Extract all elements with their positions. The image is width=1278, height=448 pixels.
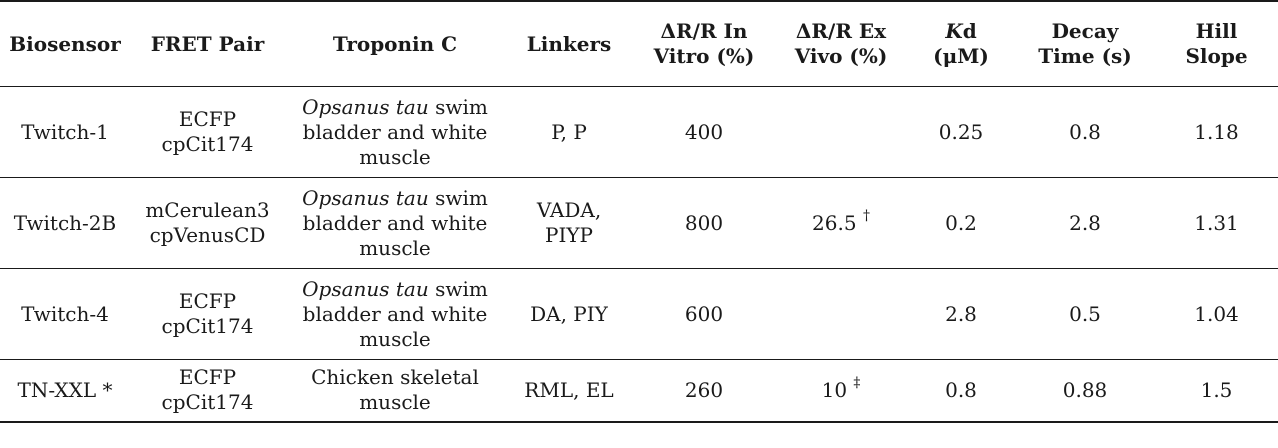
header-fret-pair: FRET Pair (150, 31, 265, 56)
table-row (0, 178, 1278, 269)
cell-linkers: RML, EL (524, 377, 614, 402)
cell-biosensor: Twitch-2B (13, 210, 117, 235)
cell-decay-time: 2.8 (1069, 210, 1101, 235)
cell-troponin-c: Opsanus tau swim bladder and white muscle (302, 185, 488, 260)
cell-fret-pair: ECFP cpCit174 (161, 365, 254, 415)
cell-biosensor: Twitch-1 (21, 119, 109, 144)
cell-dr-ex-vivo: 26.5 † (812, 207, 870, 235)
cell-decay-time: 0.8 (1069, 119, 1101, 144)
cell-dr-ex-vivo (775, 87, 907, 178)
cell-troponin-c: Opsanus tau swim bladder and white muscle (302, 276, 488, 351)
header-dr-in-vitro: ΔR/R In Vitro (%) (653, 19, 755, 68)
header-decay-time: Decay Time (s) (1038, 19, 1132, 68)
cell-hill-slope: 1.5 (1200, 377, 1233, 402)
cell-hill-slope: 1.18 (1194, 119, 1239, 144)
header-hill-slope: Hill Slope (1185, 19, 1248, 68)
header-row (0, 1, 1278, 87)
cell-dr-ex-vivo (775, 269, 907, 360)
cell-dr-in-vitro: 800 (684, 210, 724, 235)
cell-troponin-c: Opsanus tau swim bladder and white muscle (302, 94, 488, 169)
header-kd: Kd (μM) (933, 19, 989, 68)
header-biosensor: Biosensor (9, 31, 121, 56)
cell-dr-in-vitro: 600 (684, 301, 724, 326)
header-dr-ex-vivo: ΔR/R Ex Vivo (%) (794, 19, 888, 68)
dagger-footnote-mark: † (862, 207, 870, 224)
cell-fret-pair: ECFP cpCit174 (161, 289, 254, 338)
table-row (0, 87, 1278, 178)
cell-hill-slope: 1.04 (1194, 301, 1239, 326)
cell-linkers: P, P (551, 119, 587, 144)
cell-linkers: VADA, PIYP (536, 198, 602, 247)
cell-biosensor: Twitch-4 (21, 301, 109, 326)
cell-troponin-c: Chicken skeletal muscle (311, 365, 479, 415)
cell-dr-in-vitro: 400 (684, 119, 724, 144)
cell-fret-pair: ECFP cpCit174 (161, 107, 254, 156)
cell-decay-time: 0.88 (1062, 377, 1108, 402)
cell-fret-pair: mCerulean3 cpVenusCD (145, 198, 270, 247)
cell-dr-in-vitro: 260 (684, 377, 724, 402)
header-troponin-c: Troponin C (332, 31, 458, 56)
cell-kd: 2.8 (945, 301, 977, 326)
cell-kd: 0.25 (938, 119, 984, 144)
cell-biosensor: TN-XXL * (17, 377, 113, 402)
double-dagger-footnote-mark: ‡ (853, 375, 861, 392)
cell-hill-slope: 1.31 (1194, 210, 1239, 235)
cell-linkers: DA, PIY (530, 301, 608, 326)
table-row (0, 360, 1278, 422)
cell-dr-ex-vivo: 10 ‡ (821, 375, 861, 402)
cell-decay-time: 0.5 (1069, 301, 1101, 326)
cell-kd: 0.8 (945, 377, 977, 402)
header-linkers: Linkers (526, 31, 612, 56)
table-row (0, 269, 1278, 360)
cell-kd: 0.2 (945, 210, 977, 235)
